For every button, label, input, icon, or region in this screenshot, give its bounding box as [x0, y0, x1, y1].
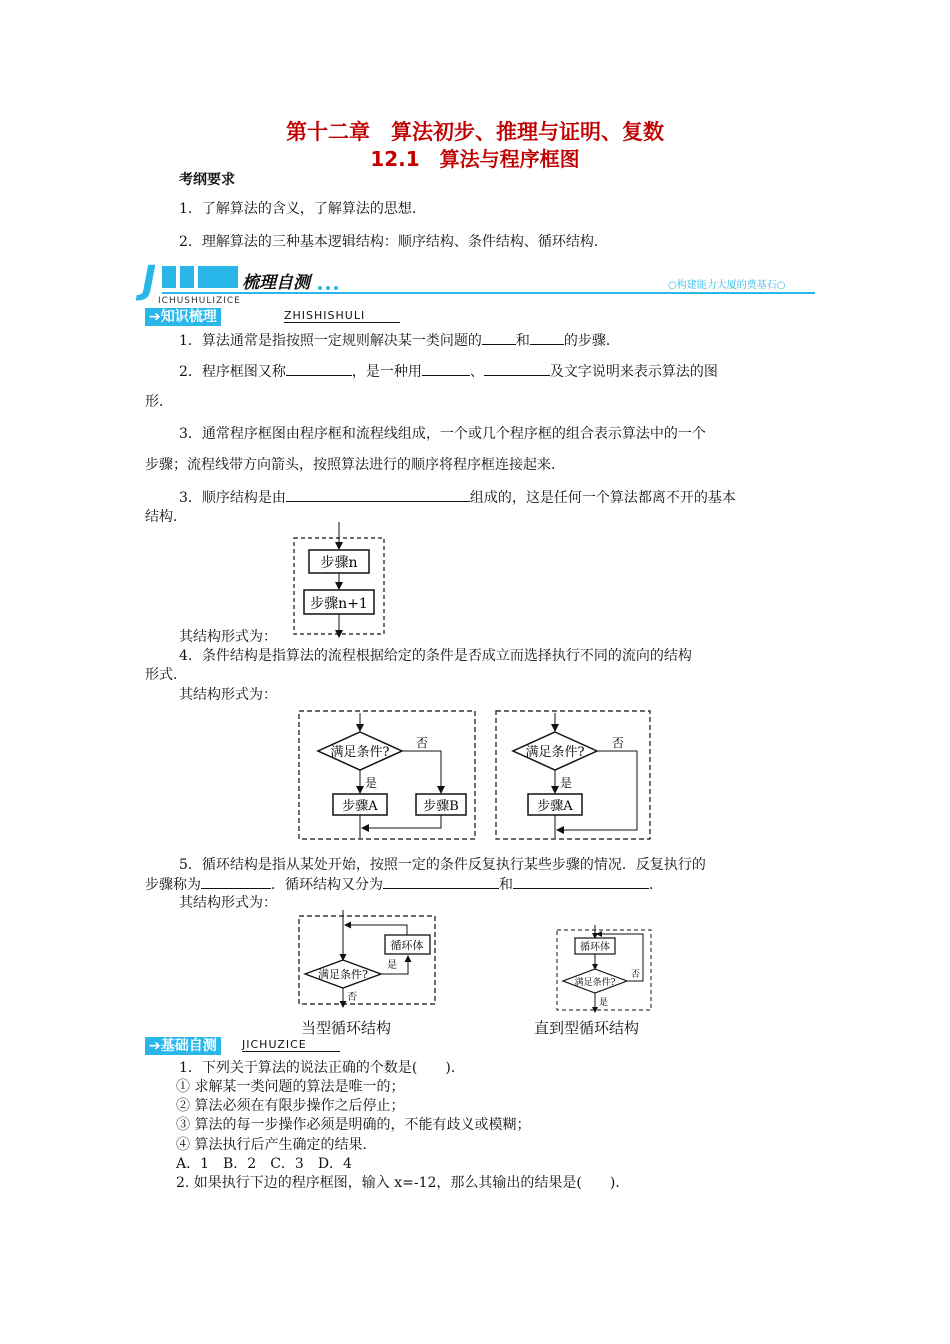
q1-option-4: ④ 算法执行后产生确定的结果． [176, 1137, 377, 1153]
question-1: 1．下列关于算法的说法正确的个数是( )． [179, 1060, 465, 1076]
blank[interactable] [422, 361, 470, 376]
p4-text-a: 3．顺序结构是由 [179, 490, 286, 506]
outline-item-1: 1．了解算法的含义，了解算法的思想． [179, 201, 426, 217]
until-loop-caption: 直到型循环结构 [534, 1019, 640, 1037]
until-decision-label: 满足条件? [574, 978, 616, 988]
sequence-diagram [290, 520, 390, 640]
knowledge-p4-cont: 结构． [145, 509, 187, 525]
knowledge-p4 [179, 487, 736, 508]
while-no-label: 否 [347, 992, 357, 1003]
cond2-stepA-label: 步骤A [537, 799, 573, 814]
knowledge-p6-line2 [145, 874, 663, 895]
blank[interactable] [286, 361, 352, 376]
question-2: 2. 如果执行下边的程序框图，输入 x=-12，那么其输出的结果是( )． [176, 1175, 630, 1191]
knowledge-p1 [179, 330, 620, 351]
section-banner [140, 258, 820, 312]
p2-text-b: ，是一种用 [351, 364, 422, 380]
seq-step2-label: 步骤n+1 [310, 596, 368, 612]
basic-test-pinyin: JICHUZICE [242, 1038, 340, 1052]
until-body-label: 循环体 [580, 942, 610, 953]
cond1-stepB-label: 步骤B [423, 799, 459, 814]
p1-text-b: 和 [515, 333, 530, 349]
basic-test-tag-label: 基础自测 [160, 1038, 217, 1054]
blank[interactable] [201, 874, 271, 889]
blank[interactable] [530, 330, 564, 345]
knowledge-tag: ➔知识梳理 [145, 308, 221, 326]
while-decision-label: 满足条件? [318, 968, 368, 981]
q1-option-1: ① 求解某一类问题的算法是唯一的； [176, 1079, 405, 1095]
p2-text-d: 及文字说明来表示算法的图 [549, 364, 718, 380]
until-loop-diagram [555, 924, 655, 1014]
cond1-stepA-label: 步骤A [342, 799, 378, 814]
cond1-yes-label: 是 [365, 776, 378, 790]
banner-letter: J [142, 258, 157, 302]
outline-heading: 考纲要求 [179, 172, 235, 188]
p6-text-d: 和 [499, 877, 513, 893]
banner-label: 梳理自测 [242, 273, 310, 293]
until-no-label: 否 [631, 970, 641, 980]
p2-text-c: 、 [469, 364, 484, 380]
blank[interactable] [513, 874, 649, 889]
while-yes-label: 是 [387, 960, 397, 971]
blank[interactable] [484, 361, 550, 376]
p6-text-b: 步骤称为 [145, 877, 201, 893]
loop-form-label: 其结构形式为： [179, 895, 277, 911]
q1-option-2: ② 算法必须在有限步操作之后停止； [176, 1098, 405, 1114]
banner-slogan: ○构建能力大厦的奠基石○ [668, 280, 786, 291]
section-title: 12.1 算法与程序框图 [370, 147, 580, 171]
p2-text-a: 2．程序框图又称 [179, 364, 286, 380]
p6-text-c: ．循环结构又分为 [271, 877, 383, 893]
outline-item-2: 2．理解算法的三种基本逻辑结构：顺序结构、条件结构、循环结构． [179, 234, 608, 250]
p1-text-c: 的步骤． [563, 333, 620, 349]
blank[interactable] [383, 874, 499, 889]
knowledge-p2-cont: 形． [145, 394, 173, 410]
condition-diagram-one-branch [495, 710, 655, 842]
until-yes-label: 是 [599, 998, 609, 1008]
p4-text-b: 组成的，这是任何一个算法都离不开的基本 [469, 490, 736, 506]
p6-text-e: ． [649, 877, 663, 893]
while-loop-diagram [297, 908, 439, 1008]
cond2-decision-label: 满足条件? [525, 745, 585, 760]
cond1-no-label: 否 [416, 736, 429, 750]
while-loop-caption: 当型循环结构 [301, 1019, 392, 1037]
knowledge-p3-line2: 步骤；流程线带方向箭头，按照算法进行的顺序将程序框连接起来． [145, 457, 565, 473]
while-body-label: 循环体 [390, 939, 424, 952]
knowledge-p2 [179, 361, 718, 382]
chapter-title: 第十二章 算法初步、推理与证明、复数 [286, 120, 664, 144]
cond1-decision-label: 满足条件? [330, 745, 390, 760]
knowledge-p5-line1: 4．条件结构是指算法的流程根据给定的条件是否成立而选择执行不同的流向的结构 [179, 648, 692, 664]
seq-step1-label: 步骤n [320, 555, 358, 571]
seq-form-label: 其结构形式为： [179, 629, 277, 645]
knowledge-pinyin: ZHISHISHULI [284, 309, 400, 323]
condition-diagram-two-branch [298, 710, 478, 842]
q1-choices: A．1 B．2 C．3 D．4 [176, 1156, 352, 1172]
knowledge-p3-line1: 3．通常程序框图由程序框和流程线组成，一个或几个程序框的组合表示算法中的一个 [179, 426, 706, 442]
blank[interactable] [286, 487, 470, 502]
cond-form-label: 其结构形式为： [179, 687, 277, 703]
p1-text-a: 1．算法通常是指按照一定规则解决某一类问题的 [179, 333, 482, 349]
q1-option-3: ③ 算法的每一步操作必须是明确的，不能有歧义或模糊； [176, 1117, 531, 1133]
cond2-yes-label: 是 [560, 776, 573, 790]
banner-pinyin: ICHUSHULIZICE [158, 296, 241, 306]
knowledge-p6-line1: 5．循环结构是指从某处开始，按照一定的条件反复执行某些步骤的情况．反复执行的 [179, 857, 706, 873]
cond2-no-label: 否 [612, 736, 625, 750]
knowledge-tag-label: 知识梳理 [160, 309, 217, 325]
basic-test-tag: ➔基础自测 [145, 1037, 221, 1055]
blank[interactable] [482, 330, 516, 345]
knowledge-p5-line2: 形式． [145, 667, 187, 683]
